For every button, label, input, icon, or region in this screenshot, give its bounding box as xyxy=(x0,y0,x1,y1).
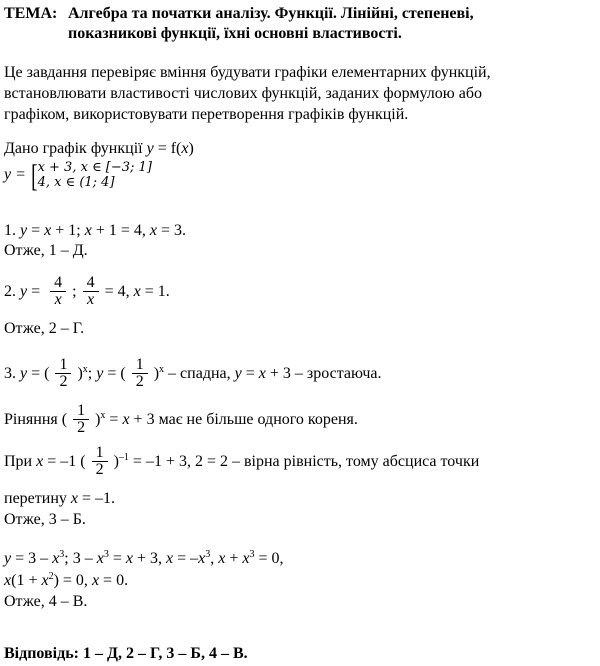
t: = xyxy=(241,365,259,383)
given-eq: = f( xyxy=(153,140,182,157)
piecewise-lhs: y = xyxy=(4,166,26,183)
piecewise-row-2: 4, x ∈ (1; 4] xyxy=(37,175,115,190)
intro-line-1: Це завдання перевіряє вміння будувати графіки елементарних функцій, xyxy=(4,64,491,81)
denominator: 2 xyxy=(77,419,86,436)
var-x: x xyxy=(125,550,133,567)
denominator: 2 xyxy=(95,461,104,478)
exponent: –1 xyxy=(118,452,129,464)
var-x: x xyxy=(36,453,44,471)
t: + 3, xyxy=(132,550,166,567)
intro-line-3: графіком, використовувати перетворення графіків функцій. xyxy=(4,106,409,123)
var-x: x xyxy=(181,140,189,157)
denominator: x xyxy=(54,291,62,308)
step-1 xyxy=(4,222,186,240)
denominator: 2 xyxy=(135,373,144,390)
t: + 3 має не більше одного кореня. xyxy=(129,411,358,429)
t: = 0, xyxy=(254,550,284,567)
var-x: x xyxy=(91,572,100,589)
conclusion-1: Отже, 1 – Д. xyxy=(4,242,88,259)
var-y: y xyxy=(20,365,28,383)
t: = 3. xyxy=(156,222,187,239)
t: = ( xyxy=(103,365,126,383)
fraction xyxy=(132,357,148,390)
var-x: x xyxy=(70,490,78,507)
exponent: 3 xyxy=(59,549,65,560)
exponent: x xyxy=(100,410,106,422)
var-x: x xyxy=(44,222,52,239)
given-text: Дано графік функції xyxy=(4,140,147,157)
var-x: x xyxy=(4,572,12,589)
t: = 1. xyxy=(140,283,170,301)
var-y: y xyxy=(20,222,28,239)
numerator: 1 xyxy=(55,357,71,374)
final-answer: Відповідь: 1 – Д, 2 – Г, 3 – Б, 4 – В. xyxy=(4,645,248,662)
fraction xyxy=(55,357,71,390)
var-y: y xyxy=(20,283,28,301)
fraction xyxy=(50,275,66,308)
t: ) xyxy=(95,411,101,429)
var-x: x xyxy=(52,550,60,567)
t: = –1. xyxy=(78,490,116,507)
t: = xyxy=(105,411,123,429)
t: ) = 0, xyxy=(53,572,92,589)
t: = –1 + 3, 2 = 2 – вірна рівність, тому абсциса точки xyxy=(128,453,480,471)
exponent: 3 xyxy=(249,549,255,560)
var-x: x xyxy=(242,550,250,567)
numerator: 1 xyxy=(132,357,148,374)
t: + 1; xyxy=(51,222,85,239)
var-x: x xyxy=(149,222,157,239)
conclusion-3: Отже, 3 – Б. xyxy=(4,511,86,528)
var-x: x xyxy=(218,550,226,567)
t: + 1 = 4, xyxy=(91,222,150,239)
numerator: 4 xyxy=(50,275,66,292)
var-x: x xyxy=(84,222,92,239)
denominator: 2 xyxy=(59,373,68,390)
piecewise-row-1: x + 3, x ∈ [−3; 1] xyxy=(37,160,152,175)
t: = ( xyxy=(27,365,50,383)
t: + 3 – зростаюча. xyxy=(265,365,382,383)
exponent: x xyxy=(82,364,88,376)
t: = – xyxy=(173,550,199,567)
var-x: x xyxy=(198,550,206,567)
var-x: x xyxy=(165,550,174,567)
step-2 xyxy=(4,276,170,309)
var-x: x xyxy=(41,572,49,589)
t: = xyxy=(27,222,45,239)
given-function xyxy=(4,140,194,158)
var-y: y xyxy=(234,365,242,383)
var-x: x xyxy=(133,283,141,301)
t: (1 + xyxy=(11,572,42,589)
bracket-icon: [ xyxy=(31,157,38,193)
conclusion-2: Отже, 2 – Г. xyxy=(4,320,85,337)
numerator: 4 xyxy=(83,275,99,292)
t: = xyxy=(108,550,126,567)
t: – спадна, xyxy=(164,365,235,383)
var-y: y xyxy=(4,550,12,567)
given-close: ) xyxy=(188,140,194,157)
check-line-2 xyxy=(4,490,115,508)
exponent: x xyxy=(159,364,165,376)
check-step xyxy=(4,446,479,479)
equation-statement xyxy=(4,404,358,437)
exponent: 3 xyxy=(103,549,109,560)
topic-line-1: Алгебра та початки аналізу. Функції. Лінійні, степеневі, xyxy=(68,5,474,22)
t: ; xyxy=(72,283,77,301)
t: ; 3 – xyxy=(64,550,97,567)
numerator: 1 xyxy=(73,403,89,420)
t: = 4, xyxy=(104,283,134,301)
t: ; xyxy=(87,365,97,383)
fraction xyxy=(92,445,108,478)
fraction xyxy=(83,275,99,308)
topic-heading xyxy=(4,5,474,23)
t: 2. xyxy=(4,283,20,301)
step-4-line-1 xyxy=(4,550,284,568)
exponent: 3 xyxy=(205,549,211,560)
t: При xyxy=(4,453,37,471)
var-x: x xyxy=(258,365,266,383)
t: + xyxy=(225,550,243,567)
var-x: x xyxy=(122,411,130,429)
var-y: y xyxy=(96,365,104,383)
step-3 xyxy=(4,358,382,391)
denominator: x xyxy=(87,291,95,308)
t: 3. xyxy=(4,365,20,383)
exponent: 2 xyxy=(48,571,54,582)
t: = 3 – xyxy=(11,550,53,567)
topic-label: ТЕМА: xyxy=(4,5,58,22)
t: , xyxy=(210,550,219,567)
t: ) xyxy=(113,453,119,471)
var-x: x xyxy=(96,550,104,567)
t: = xyxy=(27,283,45,301)
numerator: 1 xyxy=(92,445,108,462)
t: ) xyxy=(153,365,160,383)
t: = –1 ( xyxy=(43,453,86,471)
fraction xyxy=(73,403,89,436)
piecewise-formula xyxy=(4,157,152,193)
topic-line-2: показникові функції, їхні основні властивості. xyxy=(68,25,402,42)
t: Ріняння ( xyxy=(4,411,68,429)
t: ) xyxy=(77,365,83,383)
t: = 0. xyxy=(99,572,129,589)
conclusion-4: Отже, 4 – В. xyxy=(4,593,88,610)
t: 1. xyxy=(4,222,20,239)
var-y: y xyxy=(146,140,154,157)
t: перетину xyxy=(4,490,71,507)
intro-line-2: встановлювати властивості числових функцій, заданих формулою або xyxy=(4,85,482,102)
step-4-line-2 xyxy=(4,572,128,590)
